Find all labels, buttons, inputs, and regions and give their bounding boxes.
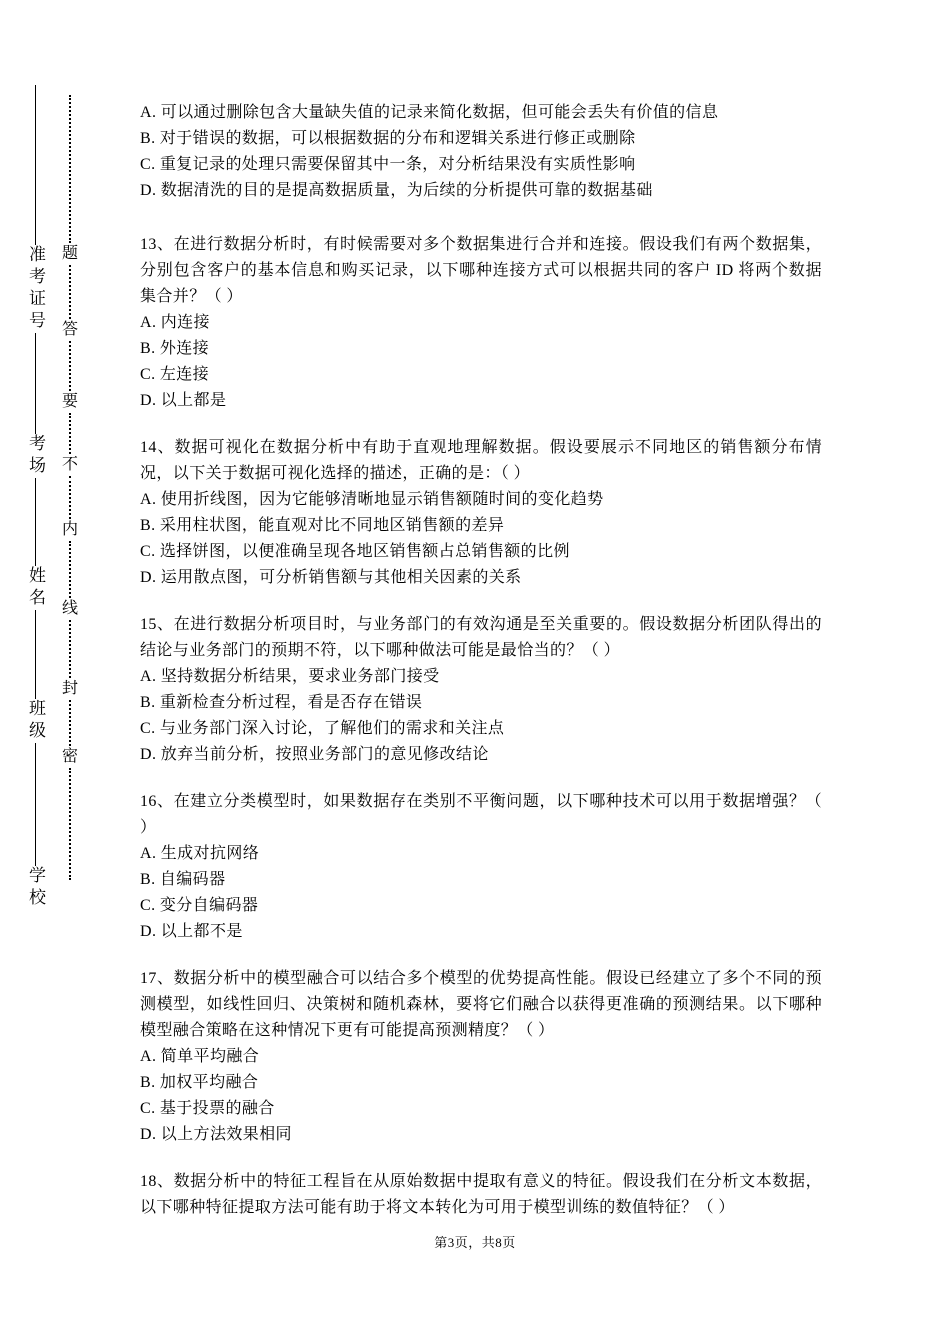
seal-dotted-segment (69, 95, 71, 243)
question-block-15 (140, 612, 822, 768)
seal-dotted-segment (69, 700, 71, 746)
question-stem: 17、数据分析中的模型融合可以结合多个模型的优势提高性能。假设已经建立了多个不同的预测模型，如线性回归、决策树和随机森林，要将它们融合以获得更准确的预测结果。以下哪种模型融合策略在这种情况下更有可能提高预测精度？（ ） (140, 970, 822, 1039)
seal-dotted-segment (69, 476, 71, 519)
seal-dotted-segment (69, 413, 71, 454)
option-item: B. 外连接 (140, 340, 210, 357)
option-item: D. 运用散点图，可分析销售额与其他相关因素的关系 (140, 569, 522, 586)
seal-char: 题 (61, 245, 78, 262)
field-label-school: 学校 (26, 866, 45, 910)
option-item: A. 内连接 (140, 314, 210, 331)
seal-char: 内 (61, 521, 78, 538)
field-underline (35, 85, 36, 245)
seal-line-column (60, 95, 80, 880)
option-item: A. 可以通过删除包含大量缺失值的记录来简化数据，但可能会丢失有价值的信息 (140, 104, 719, 121)
option-item: A. 使用折线图，因为它能够清晰地显示销售额随时间的变化趋势 (140, 491, 604, 508)
field-underline (35, 610, 36, 699)
field-label-class: 班级 (26, 699, 45, 743)
question-stem: 15、在进行数据分析项目时，与业务部门的有效沟通是至关重要的。假设数据分析团队得出的结论与业务部门的预期不符，以下哪种做法可能是最恰当的？（ ） (140, 616, 822, 659)
option-item: D. 以上方法效果相同 (140, 1126, 292, 1143)
question-block-17 (140, 966, 822, 1148)
option-item: B. 采用柱状图，能直观对比不同地区销售额的差异 (140, 517, 505, 534)
seal-char: 答 (61, 321, 78, 338)
question-block-13 (140, 232, 822, 414)
seal-dotted-segment (69, 620, 71, 678)
option-item: D. 数据清洗的目的是提高数据质量，为后续的分析提供可靠的数据基础 (140, 182, 653, 199)
field-label-exam-room: 考场 (26, 434, 45, 478)
option-item: C. 变分自编码器 (140, 897, 259, 914)
question-block-12-options (140, 100, 822, 204)
question-block-14 (140, 435, 822, 591)
field-underline (35, 333, 36, 434)
question-stem: 18、数据分析中的特征工程旨在从原始数据中提取有意义的特征。假设我们在分析文本数据，以下哪种特征提取方法可能有助于将文本转化为可用于模型训练的数值特征？（ ） (140, 1173, 822, 1216)
seal-char: 封 (61, 680, 78, 697)
seal-char: 要 (61, 393, 78, 410)
option-item: A. 生成对抗网络 (140, 845, 260, 862)
option-item: C. 重复记录的处理只需要保留其中一条，对分析结果没有实质性影响 (140, 156, 636, 173)
option-item: C. 选择饼图，以便准确呈现各地区销售额占总销售额的比例 (140, 543, 570, 560)
seal-dotted-segment (69, 341, 71, 391)
option-item: B. 重新检查分析过程，看是否存在错误 (140, 694, 423, 711)
margin-fields-column (24, 85, 46, 910)
field-underline (35, 743, 36, 866)
seal-char: 密 (61, 748, 78, 765)
option-item: C. 左连接 (140, 366, 210, 383)
field-label-ticket-number: 准考证号 (26, 245, 45, 333)
page-number-footer: 第3页，共8页 (434, 1235, 516, 1250)
question-block-18 (140, 1169, 822, 1221)
option-item: B. 加权平均融合 (140, 1074, 259, 1091)
option-item: D. 以上都是 (140, 392, 227, 409)
option-item: C. 基于投票的融合 (140, 1100, 275, 1117)
option-item: D. 以上都不是 (140, 923, 243, 940)
seal-char: 不 (61, 456, 78, 473)
question-stem: 13、在进行数据分析时，有时候需要对多个数据集进行合并和连接。假设我们有两个数据集，分别包含客户的基本信息和购买记录，以下哪种连接方式可以根据共同的客户 ID 将两个数据集合并？（ ） (140, 236, 822, 305)
option-item: A. 简单平均融合 (140, 1048, 260, 1065)
option-item: B. 对于错误的数据，可以根据数据的分布和逻辑关系进行修正或删除 (140, 130, 636, 147)
option-item: B. 自编码器 (140, 871, 226, 888)
seal-dotted-segment (69, 768, 71, 880)
option-item: D. 放弃当前分析，按照业务部门的意见修改结论 (140, 746, 489, 763)
question-stem: 14、数据可视化在数据分析中有助于直观地理解数据。假设要展示不同地区的销售额分布情况，以下关于数据可视化选择的描述，正确的是：（ ） (140, 439, 822, 482)
seal-dotted-segment (69, 541, 71, 598)
exam-content (140, 100, 822, 1221)
field-label-name: 姓名 (26, 566, 45, 610)
option-item: C. 与业务部门深入讨论，了解他们的需求和关注点 (140, 720, 505, 737)
question-stem: 16、在建立分类模型时，如果数据存在类别不平衡问题，以下哪种技术可以用于数据增强？（ ） (140, 793, 822, 836)
field-underline (35, 478, 36, 566)
seal-dotted-segment (69, 265, 71, 319)
question-block-16 (140, 789, 822, 945)
option-item: A. 坚持数据分析结果，要求业务部门接受 (140, 668, 440, 685)
seal-char: 线 (61, 600, 78, 617)
